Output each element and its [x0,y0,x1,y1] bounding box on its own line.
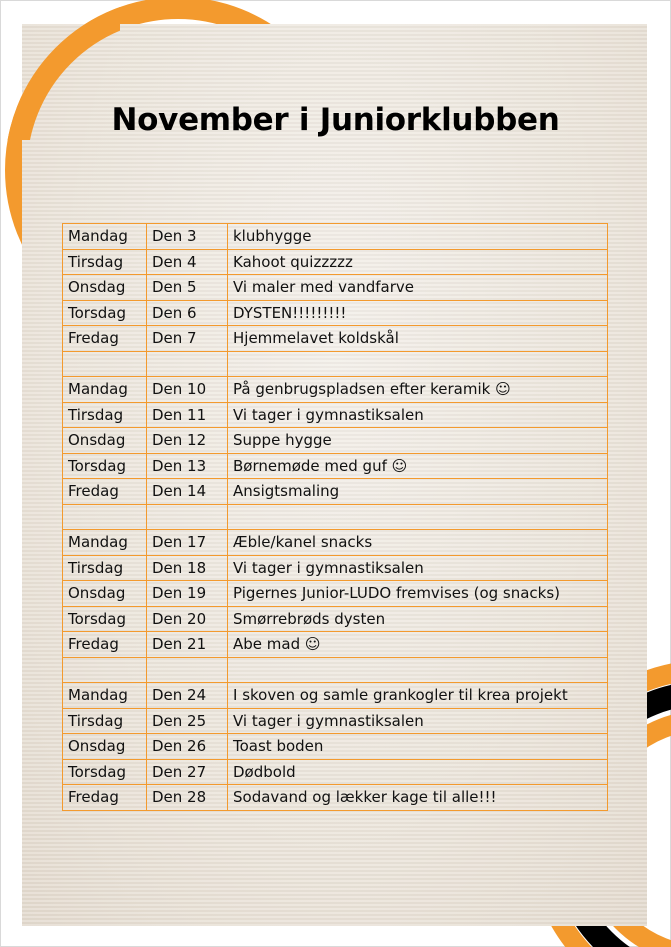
day-cell: Mandag [63,377,147,403]
day-cell: Fredag [63,326,147,352]
date-cell: Den 19 [147,581,228,607]
activity-cell: Vi tager i gymnastiksalen [228,555,608,581]
activity-cell: Vi tager i gymnastiksalen [228,402,608,428]
table-row [63,428,608,454]
activity-cell: Vi tager i gymnastiksalen [228,708,608,734]
date-cell [147,657,228,683]
table-row [63,275,608,301]
activity-cell [228,504,608,530]
day-cell [63,351,147,377]
day-cell: Onsdag [63,275,147,301]
date-cell [147,504,228,530]
date-cell: Den 7 [147,326,228,352]
table-row [63,555,608,581]
activity-cell: Suppe hygge [228,428,608,454]
activity-cell: Dødbold [228,759,608,785]
activity-cell: Toast boden [228,734,608,760]
day-cell: Tirsdag [63,708,147,734]
spacer-row [63,504,608,530]
day-cell: Torsdag [63,606,147,632]
schedule-table-body [63,224,608,811]
table-row [63,300,608,326]
date-cell: Den 14 [147,479,228,505]
table-row [63,402,608,428]
day-cell: Tirsdag [63,249,147,275]
date-cell [147,351,228,377]
date-cell: Den 5 [147,275,228,301]
day-cell: Fredag [63,632,147,658]
table-row [63,530,608,556]
activity-cell: Børnemøde med guf ☺ [228,453,608,479]
date-cell: Den 4 [147,249,228,275]
activity-cell: Æble/kanel snacks [228,530,608,556]
table-row [63,759,608,785]
day-cell: Mandag [63,530,147,556]
activity-cell: Kahoot quizzzzz [228,249,608,275]
table-row [63,249,608,275]
table-row [63,224,608,250]
day-cell: Onsdag [63,734,147,760]
date-cell: Den 6 [147,300,228,326]
activity-cell: Smørrebrøds dysten [228,606,608,632]
spacer-row [63,351,608,377]
day-cell: Onsdag [63,581,147,607]
date-cell: Den 10 [147,377,228,403]
activity-cell: Pigernes Junior-LUDO fremvises (og snacks) [228,581,608,607]
day-cell: Mandag [63,224,147,250]
table-row [63,632,608,658]
date-cell: Den 26 [147,734,228,760]
date-cell: Den 3 [147,224,228,250]
table-row [63,453,608,479]
activity-cell: Abe mad ☺ [228,632,608,658]
date-cell: Den 11 [147,402,228,428]
table-row [63,377,608,403]
activity-cell: På genbrugspladsen efter keramik ☺ [228,377,608,403]
date-cell: Den 24 [147,683,228,709]
day-cell [63,657,147,683]
date-cell: Den 20 [147,606,228,632]
day-cell [63,504,147,530]
day-cell: Tirsdag [63,402,147,428]
day-cell: Torsdag [63,759,147,785]
table-row [63,606,608,632]
date-cell: Den 17 [147,530,228,556]
activity-cell [228,657,608,683]
activity-cell: DYSTEN!!!!!!!!! [228,300,608,326]
date-cell: Den 13 [147,453,228,479]
day-cell: Onsdag [63,428,147,454]
schedule-table [62,223,608,811]
day-cell: Fredag [63,479,147,505]
spacer-row [63,657,608,683]
table-row [63,734,608,760]
activity-cell: klubhygge [228,224,608,250]
day-cell: Fredag [63,785,147,811]
activity-cell: Ansigtsmaling [228,479,608,505]
date-cell: Den 28 [147,785,228,811]
table-row [63,581,608,607]
day-cell: Tirsdag [63,555,147,581]
activity-cell: Sodavand og lækker kage til alle!!! [228,785,608,811]
activity-cell: Vi maler med vandfarve [228,275,608,301]
date-cell: Den 12 [147,428,228,454]
table-row [63,479,608,505]
date-cell: Den 21 [147,632,228,658]
date-cell: Den 18 [147,555,228,581]
date-cell: Den 25 [147,708,228,734]
page-title: November i Juniorklubben [111,102,560,138]
day-cell: Torsdag [63,453,147,479]
table-row [63,683,608,709]
table-row [63,708,608,734]
table-row [63,326,608,352]
activity-cell: Hjemmelavet koldskål [228,326,608,352]
table-row [63,785,608,811]
day-cell: Mandag [63,683,147,709]
day-cell: Torsdag [63,300,147,326]
activity-cell [228,351,608,377]
activity-cell: I skoven og samle grankogler til krea projekt [228,683,608,709]
date-cell: Den 27 [147,759,228,785]
